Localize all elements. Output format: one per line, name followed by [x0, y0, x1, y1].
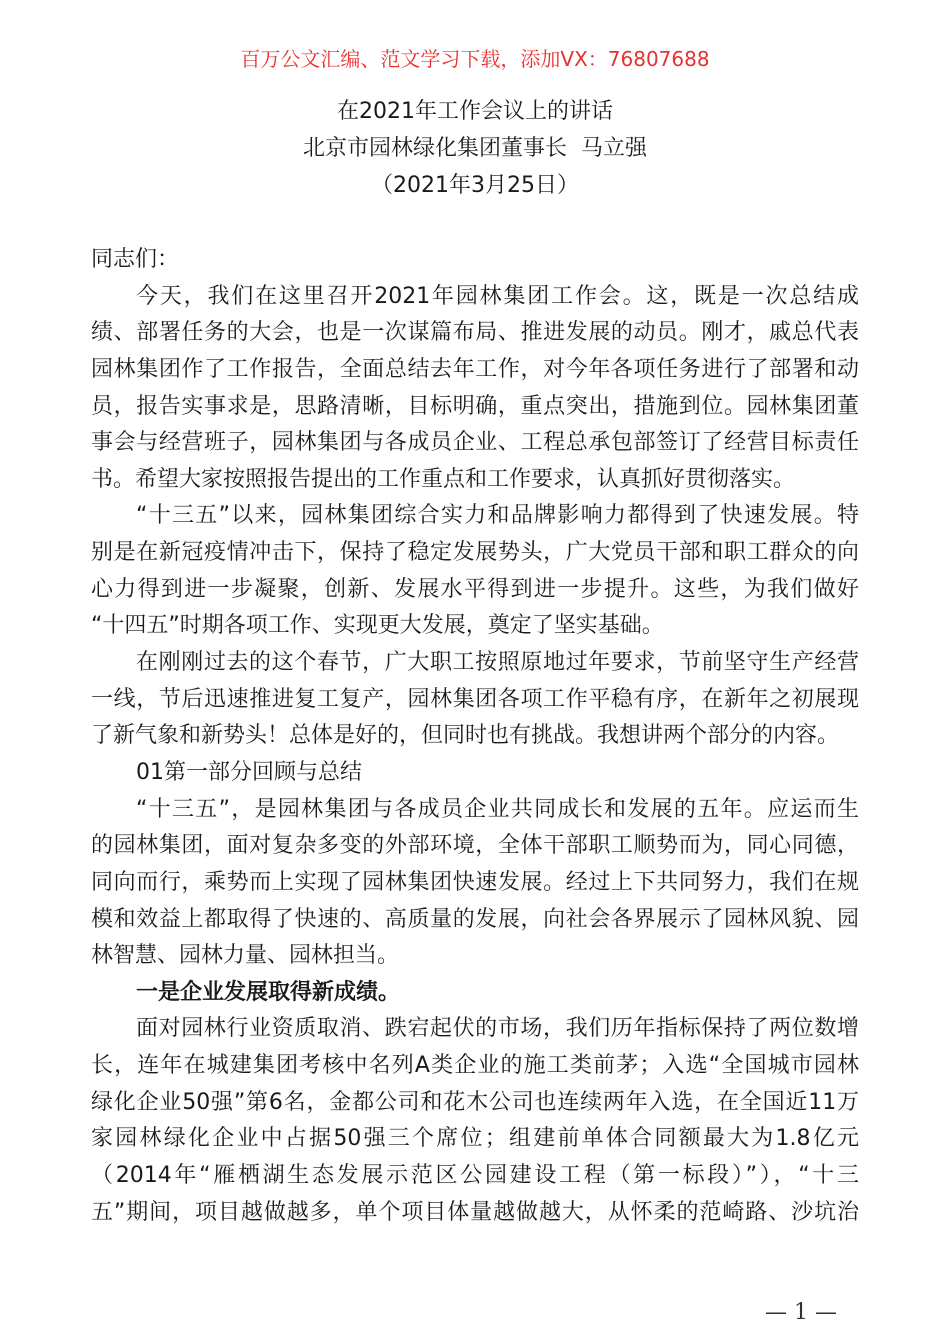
paragraph-line: 绩、部署任务的大会，也是一次谋篇布局、推进发展的动员。刚才，戚总代表 [91, 320, 859, 346]
date-line: （2021年3月25日） [371, 173, 579, 198]
paragraph-line: 员，报告实事求是，思路清晰，目标明确，重点突出，措施到位。园林集团董 [91, 393, 859, 419]
subsection-heading: 一是企业发展取得新成绩。 [136, 979, 401, 1005]
paragraph-line: 模和效益上都取得了快速的、高质量的发展，向社会各界展示了园林风貌、园 [91, 906, 859, 932]
paragraph-line: 长，连年在城建集团考核中名列A类企业的施工类前茅；入选“全国城市园林 [91, 1053, 859, 1079]
paragraph-line: 书。希望大家按照报告提出的工作重点和工作要求，认真抓好贯彻落实。 [91, 466, 796, 492]
paragraph-line: 五”期间，项目越做越多，单个项目体量越做越大，从怀柔的范崎路、沙坑治 [91, 1199, 859, 1225]
paragraph-line: （2014年“雁栖湖生态发展示范区公园建设工程（第一标段）”），“十三 [91, 1163, 859, 1189]
paragraph-line: 心力得到进一步凝聚，创新、发展水平得到进一步提升。这些，为我们做好 [91, 576, 859, 602]
paragraph-line: 别是在新冠疫情冲击下，保持了稳定发展势头，广大党员干部和职工群众的向 [91, 540, 859, 566]
paragraph-line: 一线，节后迅速推进复工复产，园林集团各项工作平稳有序，在新年之初展现 [91, 686, 859, 712]
paragraph-line: “十三五”以来，园林集团综合实力和品牌影响力都得到了快速发展。特 [136, 503, 859, 529]
document-title: 在2021年工作会议上的讲话 [337, 99, 613, 124]
watermark-banner: 百万公文汇编、范文学习下载，添加VX：76807688 [240, 47, 710, 71]
paragraph-line: 绿化企业50强”第6名，金都公司和花木公司也连续两年入选，在全国近11万 [91, 1089, 859, 1115]
paragraph-line: 事会与经营班子，园林集团与各成员企业、工程总承包部签订了经营目标责任 [91, 430, 859, 456]
document-body [91, 242, 859, 1231]
speaker-line: 北京市园林绿化集团董事长 马立强 [303, 136, 647, 161]
paragraph-line: 今天，我们在这里召开2021年园林集团工作会。这，既是一次总结成 [136, 283, 859, 309]
paragraph-line: 的园林集团，面对复杂多变的外部环境，全体干部职工顺势而为，同心同德， [91, 833, 859, 859]
paragraph-line: “十四五”时期各项工作、实现更大发展，奠定了坚实基础。 [91, 613, 664, 639]
paragraph-line: 园林集团作了工作报告，全面总结去年工作，对今年各项任务进行了部署和动 [91, 356, 859, 382]
salutation: 同志们： [91, 247, 180, 272]
page-number: — 1 — [765, 1300, 837, 1325]
paragraph-line: 林智慧、园林力量、园林担当。 [91, 943, 400, 969]
paragraph-line: 在刚刚过去的这个春节，广大职工按照原地过年要求，节前坚守生产经营 [136, 650, 859, 676]
paragraph-line: “十三五”，是园林集团与各成员企业共同成长和发展的五年。应运而生 [136, 796, 859, 822]
paragraph-line: 了新气象和新势头！总体是好的，但同时也有挑战。我想讲两个部分的内容。 [91, 723, 840, 749]
section-heading: 01第一部分回顾与总结 [136, 759, 362, 785]
paragraph-line: 面对园林行业资质取消、跌宕起伏的市场，我们历年指标保持了两位数增 [136, 1016, 859, 1042]
paragraph-line: 同向而行，乘势而上实现了园林集团快速发展。经过上下共同努力，我们在规 [91, 869, 859, 895]
paragraph-line: 家园林绿化企业中占据50强三个席位；组建前单体合同额最大为1.8亿元 [91, 1126, 859, 1152]
